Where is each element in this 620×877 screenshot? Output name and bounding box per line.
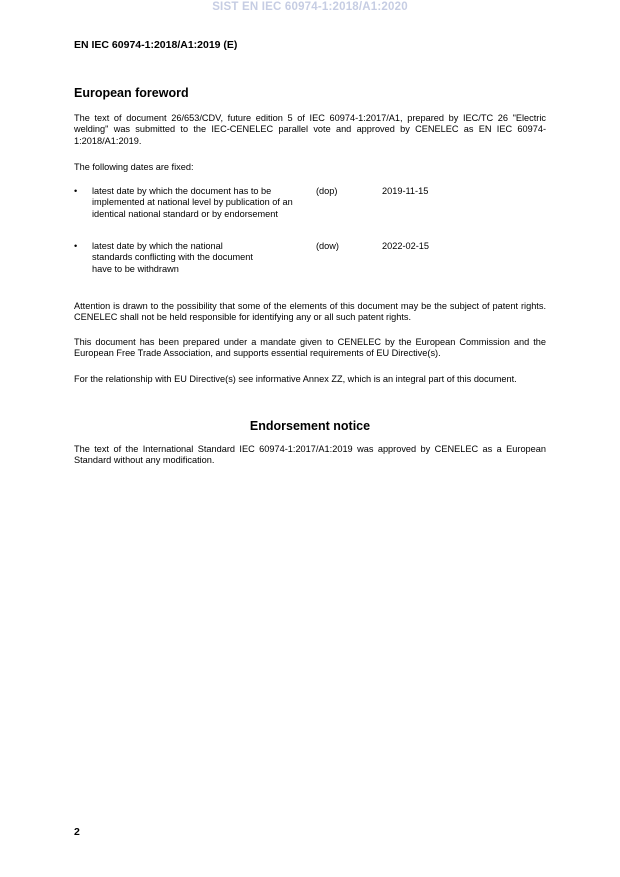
section-title-endorsement-notice: Endorsement notice [249, 419, 371, 433]
date-item-abbreviation: (dow) [316, 241, 339, 251]
foreword-intro-paragraph: The text of document 26/653/CDV, future edition 5 of IEC 60974-1:2017/A1, prepared by IEC/TC 26 "Electric welding" was submitted to the IEC-CENELEC parallel vote and approved by CENELEC as EN IEC 60974-1:2018/A1:2019. [74, 113, 546, 146]
date-item-description: latest date by which the national standards conflicting with the document have to be withdrawn [92, 241, 253, 274]
page-number: 2 [74, 826, 80, 838]
dates-intro-paragraph: The following dates are fixed: [74, 162, 194, 172]
date-item-description: latest date by which the document has to be implemented at national level by publication of an identical national standard or by endorsement [92, 186, 293, 219]
bullet-icon: • [74, 186, 78, 196]
date-item-abbreviation: (dop) [316, 186, 338, 196]
date-item-dop [74, 186, 546, 234]
date-item-date: 2022-02-15 [382, 241, 429, 251]
section-title-european-foreword: European foreword [74, 86, 189, 100]
annex-zz-paragraph: For the relationship with EU Directive(s) see informative Annex ZZ, which is an integral part of this document. [74, 374, 517, 384]
watermark: SIST EN IEC 60974-1:2018/A1:2020 [212, 1, 408, 13]
document-identifier: EN IEC 60974-1:2018/A1:2019 (E) [74, 39, 238, 51]
date-item-dow [74, 241, 546, 277]
mandate-paragraph: This document has been prepared under a mandate given to CENELEC by the European Commission and the European Free Trade Association, and supports essential requirements of EU Directive(s). [74, 337, 546, 359]
endorsement-paragraph: The text of the International Standard IEC 60974-1:2017/A1:2019 was approved by CENELEC as a European Standard without any modification. [74, 444, 546, 466]
date-item-date: 2019-11-15 [382, 186, 429, 196]
bullet-icon: • [74, 241, 78, 251]
patent-rights-paragraph: Attention is drawn to the possibility that some of the elements of this document may be the subject of patent rights. CENELEC shall not be held responsible for identifying any or all such patent rights. [74, 301, 546, 323]
